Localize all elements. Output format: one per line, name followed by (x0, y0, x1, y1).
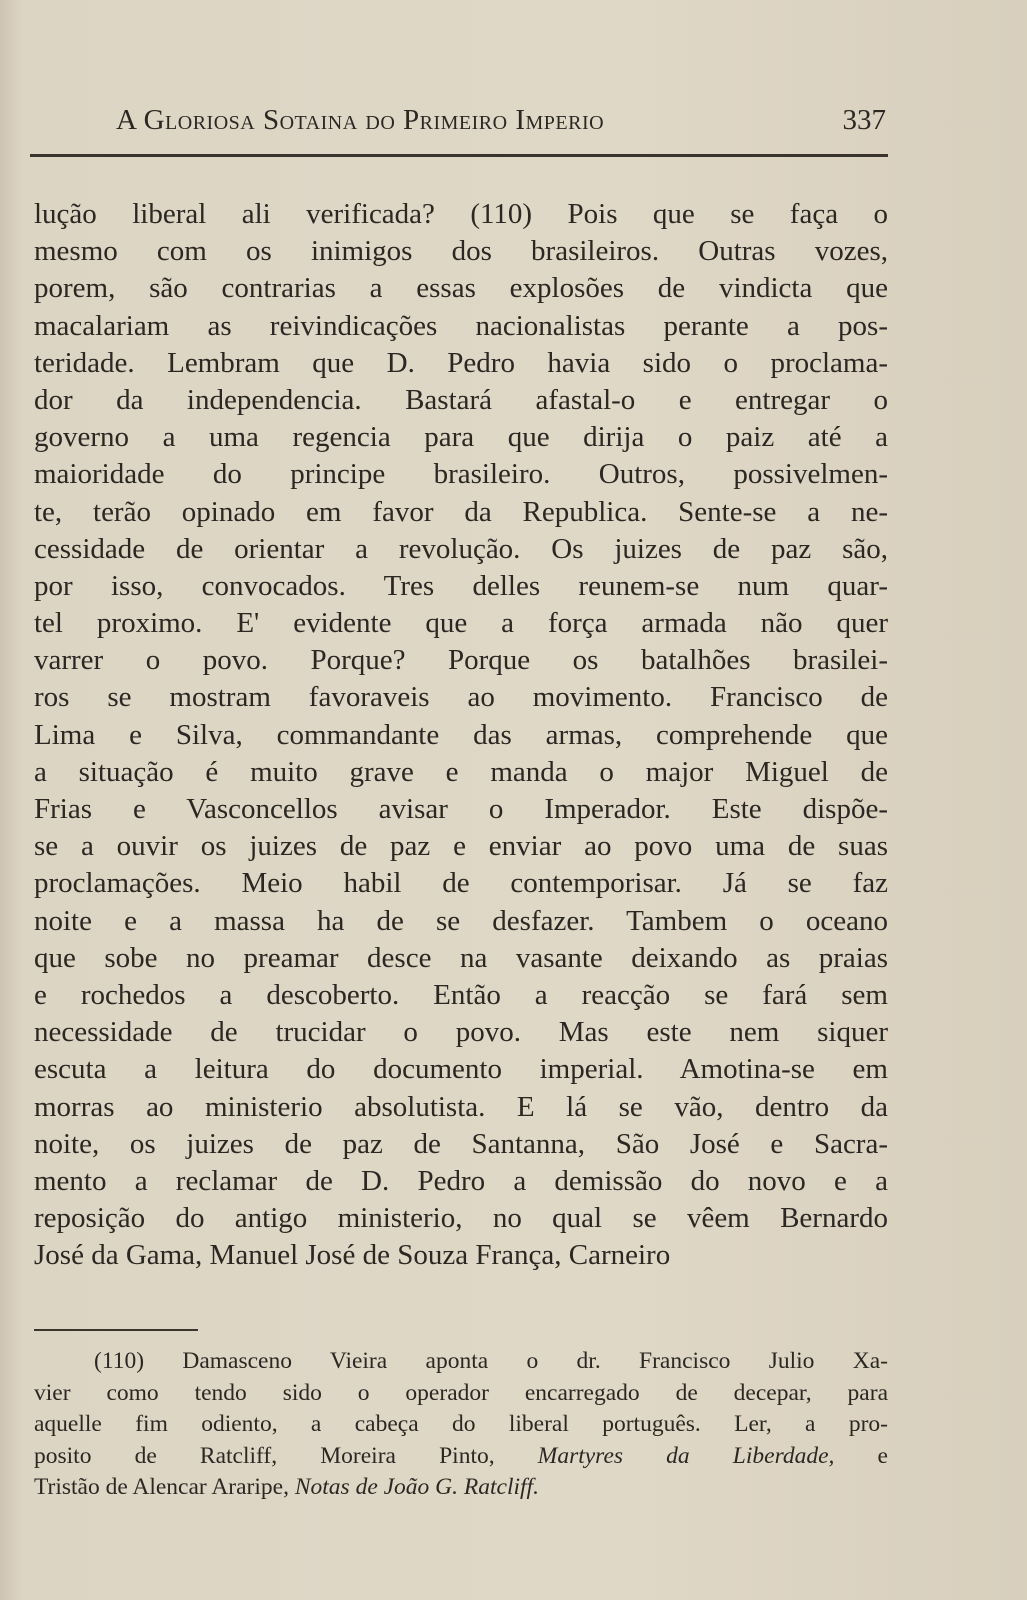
text-line: varrer o povo. Porque? Porque os batalhões brasilei- (34, 644, 888, 677)
footnote-line: vier como tendo sido o operador encarregado de decepar, para (34, 1379, 888, 1406)
text-line: lução liberal ali verificada? (110) Pois que se faça o (34, 198, 888, 230)
footnote-line (34, 1441, 888, 1473)
footnote-book-title: Notas de João G. Ratcliff. (294, 1474, 539, 1500)
footnote (34, 1346, 888, 1504)
text-line: proclamações. Meio habil de contemporisar. Já se faz (34, 867, 888, 900)
footnote-text: Tristão de Alencar Araripe, (34, 1474, 295, 1500)
text-line: que sobe no preamar desce na vasante deixando as praias (34, 941, 888, 974)
footnote-line: (110) Damasceno Vieira aponta o dr. Francisco Julio Xa- (94, 1348, 888, 1374)
text-line: cessidade de orientar a revolução. Os juizes de paz são, (34, 532, 888, 565)
text-line: por isso, convocados. Tres delles reunem-se num quar- (34, 569, 888, 602)
footnote-book-title: Martyres da Liberdade, (537, 1442, 835, 1469)
text-line: Frias e Vasconcellos avisar o Imperador. Este dispõe- (34, 793, 888, 825)
footnote-line (34, 1472, 888, 1504)
text-line: necessidade de trucidar o povo. Mas este nem siquer (34, 1016, 888, 1049)
text-line: José da Gama, Manuel José de Souza França, Carneiro (34, 1239, 671, 1272)
text-line: se a ouvir os juizes de paz e enviar ao povo uma de suas (34, 830, 888, 863)
text-line: te, terão opinado em favor da Republica. Sente-se a ne- (34, 495, 888, 528)
body-text (34, 196, 888, 1274)
text-line: e rochedos a descoberto. Então a reacção se fará sem (34, 978, 888, 1011)
text-line: maioridade do principe brasileiro. Outros, possivelmen- (34, 458, 888, 491)
header-rule (30, 154, 888, 157)
text-line: morras ao ministerio absolutista. E lá se vão, dentro da (34, 1090, 888, 1123)
text-line: reposição do antigo ministerio, no qual se vêem Bernardo (34, 1202, 888, 1235)
footnote-rule (34, 1329, 198, 1331)
text-line: teridade. Lembram que D. Pedro havia sido o proclama- (34, 346, 888, 379)
footnote-text: posito de Ratcliff, Moreira Pinto, (34, 1442, 538, 1469)
text-line: noite e a massa ha de se desfazer. Tambem o oceano (34, 904, 888, 937)
text-line: dor da independencia. Bastará afastal-o e entregar o (34, 383, 888, 416)
text-line: noite, os juizes de paz de Santanna, São José e Sacra- (34, 1127, 888, 1160)
text-line: tel proximo. E' evidente que a força armada não quer (34, 607, 888, 640)
page-number: 337 (842, 104, 886, 136)
text-line: mesmo com os inimigos dos brasileiros. Outras vozes, (34, 235, 888, 268)
text-line: mento a reclamar de D. Pedro a demissão do novo e a (34, 1164, 888, 1197)
text-line: escuta a leitura do documento imperial. Amotina-se em (34, 1053, 888, 1086)
text-line: a situação é muito grave e manda o major Miguel de (34, 755, 888, 788)
running-title: A Gloriosa Sotaina do Primeiro Imperio (116, 104, 605, 136)
text-line: governo a uma regencia para que dirija o paiz até a (34, 421, 888, 454)
footnote-line: aquelle fim odiento, a cabeça do liberal português. Ler, a pro- (34, 1411, 888, 1437)
footnote-text: e (834, 1442, 888, 1469)
text-line: ros se mostram favoraveis ao movimento. Francisco de (34, 681, 888, 714)
text-line: Lima e Silva, commandante das armas, comprehende que (34, 718, 888, 751)
text-line: macalariam as reivindicações nacionalistas perante a pos- (34, 309, 888, 342)
page-header (116, 104, 886, 154)
text-line: porem, são contrarias a essas explosões de vindicta que (34, 272, 888, 305)
